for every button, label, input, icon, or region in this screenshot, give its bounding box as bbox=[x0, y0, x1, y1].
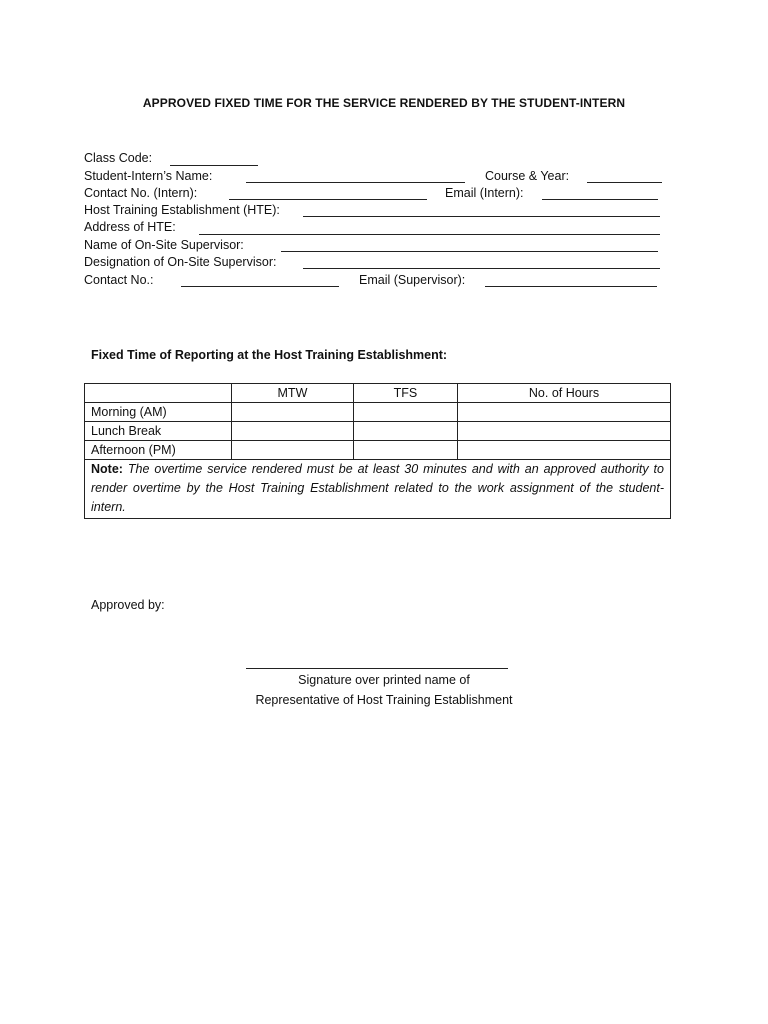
intern-name-blank[interactable] bbox=[246, 182, 465, 183]
email-intern-blank[interactable] bbox=[542, 199, 658, 200]
header-hours: No. of Hours bbox=[458, 384, 671, 403]
course-year-label: Course & Year: bbox=[485, 169, 570, 183]
course-year-blank[interactable] bbox=[587, 182, 662, 183]
row-label-lunch: Lunch Break bbox=[85, 422, 232, 441]
email-supervisor-blank[interactable] bbox=[485, 286, 657, 287]
table-row bbox=[85, 441, 671, 460]
cell-morning-hours[interactable] bbox=[458, 403, 671, 422]
intern-name-label: Student-Intern’s Name: bbox=[84, 169, 213, 183]
contact-supervisor-blank[interactable] bbox=[181, 286, 339, 287]
header-mtw: MTW bbox=[232, 384, 354, 403]
form-title: APPROVED FIXED TIME FOR THE SERVICE RENDERED BY THE STUDENT-INTERN bbox=[142, 96, 626, 110]
signature-caption-line-1: Signature over printed name of bbox=[298, 673, 470, 687]
signature-caption-line-2: Representative of Host Training Establishment bbox=[255, 693, 513, 707]
contact-supervisor-label: Contact No.: bbox=[84, 273, 154, 287]
schedule-heading: Fixed Time of Reporting at the Host Training Establishment: bbox=[91, 348, 448, 362]
supervisor-name-label: Name of On-Site Supervisor: bbox=[84, 238, 244, 252]
table-row bbox=[85, 422, 671, 441]
schedule-table bbox=[84, 383, 671, 519]
note-label: Note: bbox=[91, 462, 123, 476]
row-label-afternoon: Afternoon (PM) bbox=[85, 441, 232, 460]
note-cell bbox=[85, 460, 671, 519]
contact-intern-blank[interactable] bbox=[229, 199, 427, 200]
cell-afternoon-tfs[interactable] bbox=[353, 441, 457, 460]
cell-morning-mtw[interactable] bbox=[232, 403, 354, 422]
cell-lunch-mtw[interactable] bbox=[232, 422, 354, 441]
header-tfs: TFS bbox=[353, 384, 457, 403]
signature-line[interactable] bbox=[246, 668, 508, 669]
row-label-morning: Morning (AM) bbox=[85, 403, 232, 422]
note-row bbox=[85, 460, 671, 519]
class-code-blank[interactable] bbox=[170, 165, 258, 166]
approved-by-label: Approved by: bbox=[91, 598, 165, 612]
cell-morning-tfs[interactable] bbox=[353, 403, 457, 422]
class-code-label: Class Code: bbox=[84, 151, 153, 165]
supervisor-designation-blank[interactable] bbox=[303, 268, 660, 269]
hte-label: Host Training Establishment (HTE): bbox=[84, 203, 280, 217]
table-header-row bbox=[85, 384, 671, 403]
cell-afternoon-hours[interactable] bbox=[458, 441, 671, 460]
table-row bbox=[85, 403, 671, 422]
cell-lunch-tfs[interactable] bbox=[353, 422, 457, 441]
contact-intern-label: Contact No. (Intern): bbox=[84, 186, 198, 200]
email-supervisor-label: Email (Supervisor): bbox=[359, 273, 466, 287]
supervisor-name-blank[interactable] bbox=[281, 251, 658, 252]
hte-blank[interactable] bbox=[303, 216, 660, 217]
address-hte-label: Address of HTE: bbox=[84, 220, 176, 234]
address-hte-blank[interactable] bbox=[199, 234, 660, 235]
cell-afternoon-mtw[interactable] bbox=[232, 441, 354, 460]
email-intern-label: Email (Intern): bbox=[445, 186, 524, 200]
header-blank-cell bbox=[85, 384, 232, 403]
note-text: The overtime service rendered must be at least 30 minutes and with an approved authority to render overtime by the Host Training Establishment related to the work assignment of the student-intern. bbox=[91, 462, 664, 514]
cell-lunch-hours[interactable] bbox=[458, 422, 671, 441]
supervisor-designation-label: Designation of On-Site Supervisor: bbox=[84, 255, 277, 269]
